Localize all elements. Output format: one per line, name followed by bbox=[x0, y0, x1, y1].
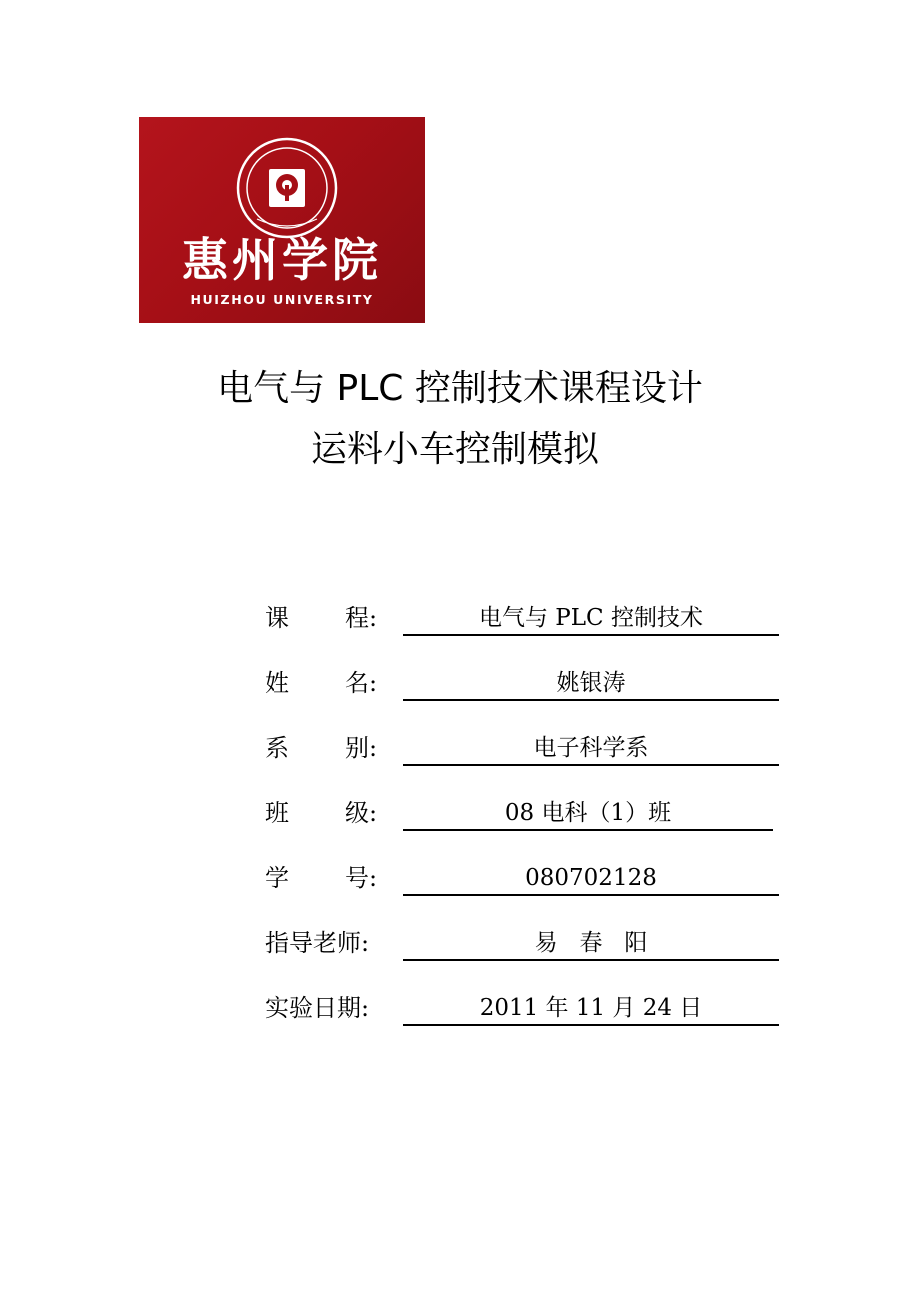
field-label: 班 级: bbox=[265, 799, 378, 827]
field-value: 2011 年 11 月 24 日 bbox=[403, 988, 779, 1026]
info-form bbox=[265, 598, 785, 1053]
field-value: 08 电科（1）班 bbox=[403, 793, 773, 831]
field-name bbox=[265, 663, 785, 728]
logo-name-en: HUIZHOU UNIVERSITY bbox=[190, 292, 374, 307]
field-value: 姚银涛 bbox=[403, 663, 779, 701]
field-student-id bbox=[265, 858, 785, 923]
field-value: 电子科学系 bbox=[403, 728, 779, 766]
document-title: 电气与 PLC 控制技术课程设计 bbox=[217, 368, 703, 409]
field-label: 系 别: bbox=[265, 734, 378, 762]
field-label: 指导老师: bbox=[265, 929, 370, 957]
field-label: 课 程: bbox=[265, 604, 378, 632]
document-subtitle: 运料小车控制模拟 bbox=[310, 429, 599, 470]
field-instructor bbox=[265, 923, 785, 988]
field-label: 姓 名: bbox=[265, 669, 378, 697]
field-value: 080702128 bbox=[403, 858, 779, 896]
field-value: 易 春 阳 bbox=[403, 923, 779, 961]
field-class bbox=[265, 793, 785, 858]
field-date bbox=[265, 988, 785, 1053]
university-logo bbox=[139, 117, 425, 323]
field-label: 实验日期: bbox=[265, 994, 370, 1022]
field-label: 学 号: bbox=[265, 864, 378, 892]
field-course bbox=[265, 598, 785, 663]
field-value: 电气与 PLC 控制技术 bbox=[403, 598, 779, 636]
logo-name-cn: 惠州学院 bbox=[182, 233, 382, 287]
field-department bbox=[265, 728, 785, 793]
